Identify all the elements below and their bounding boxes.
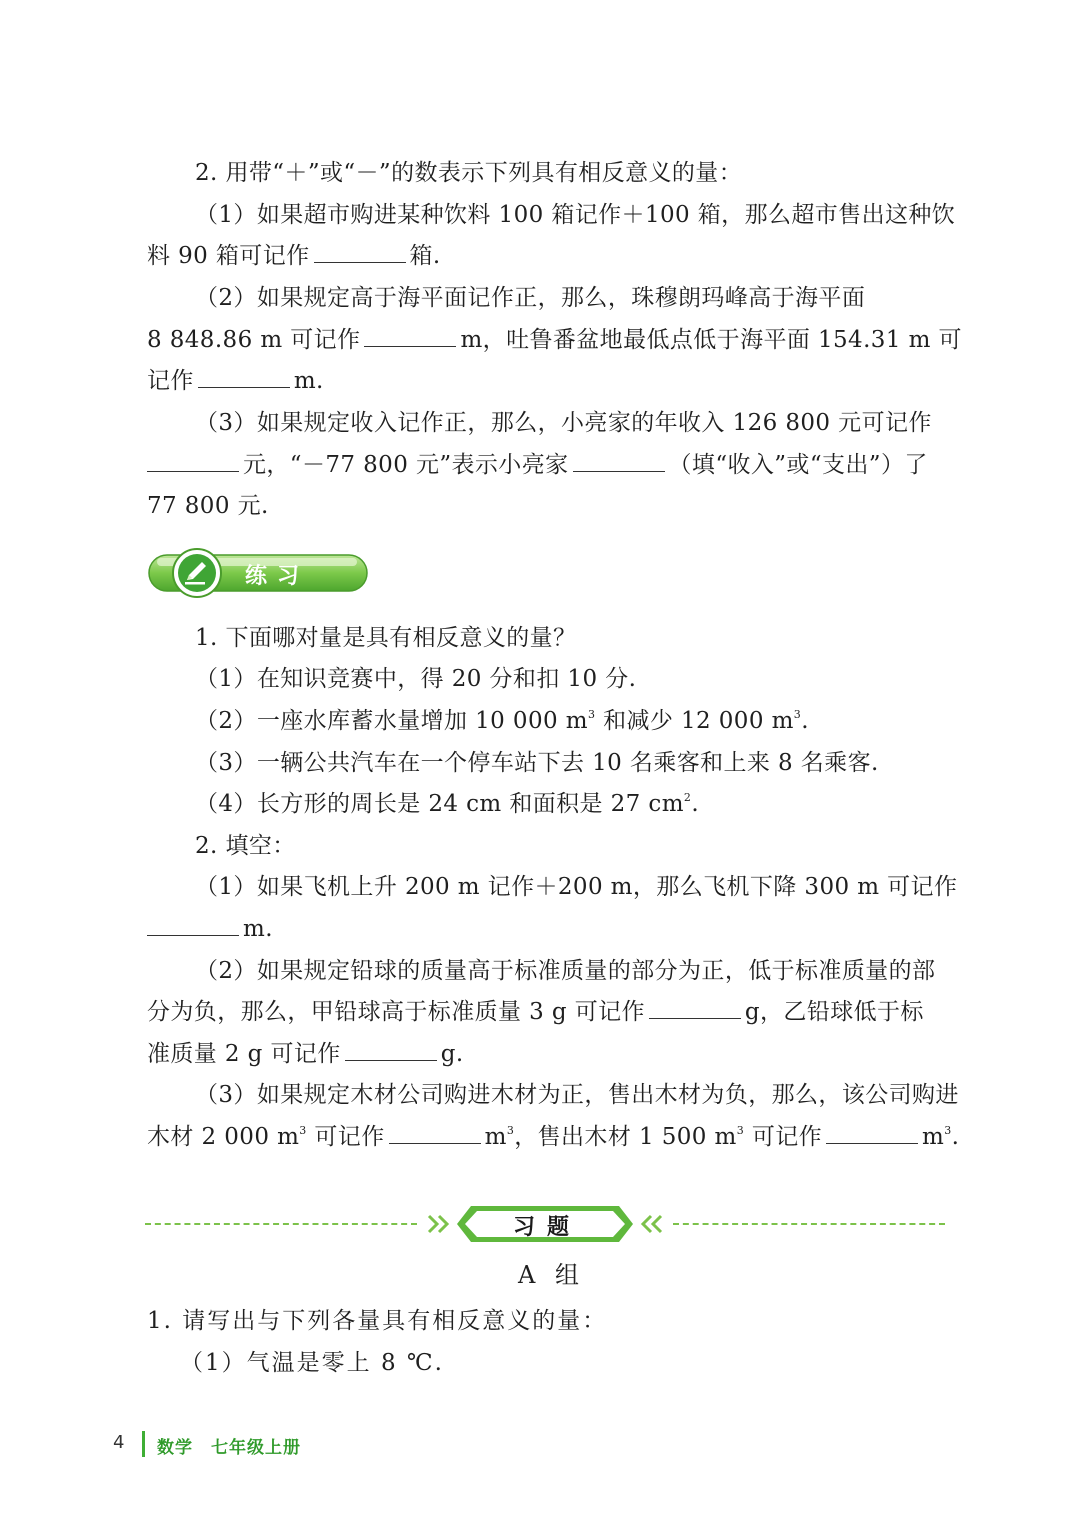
double-chevron-right-icon xyxy=(427,1212,453,1236)
page-number: 4 xyxy=(113,1432,125,1453)
answer-blank[interactable] xyxy=(826,1123,918,1144)
exercise-q1-heading: 1. 请写出与下列各量具有相反意义的量： xyxy=(147,1308,608,1334)
practice-q1-item4: （4）长方形的周长是 24 cm 和面积是 27 $cm^2$. xyxy=(195,791,700,817)
exercise-title: 习题 xyxy=(513,1215,582,1240)
practice-banner xyxy=(147,547,369,599)
practice-title: 练习 xyxy=(245,564,310,589)
practice-q2-item3-line2: 木材 2 000 $m^3$ 可记作 $m^3$，售出木材 1 500 $m^3$ 可记作 $m^3$. xyxy=(147,1124,960,1150)
practice-q2-item2-line2: 分为负，那么，甲铅球高于标准质量 3 g 可记作 g，乙铅球低于标 xyxy=(147,999,924,1025)
answer-blank[interactable] xyxy=(573,451,665,472)
exercise-banner xyxy=(145,1204,945,1244)
footer-divider xyxy=(142,1431,145,1457)
exercise-q1-item1: （1）气温是零上 8 ℃. xyxy=(180,1350,444,1376)
answer-blank[interactable] xyxy=(389,1123,481,1144)
group-heading: A 组 xyxy=(518,1261,585,1289)
practice-q2-item1-line2: m. xyxy=(147,914,273,944)
answer-blank[interactable] xyxy=(198,367,290,388)
answer-blank[interactable] xyxy=(147,451,239,472)
practice-q1-heading: 1. 下面哪对量是具有相反意义的量？ xyxy=(195,625,577,651)
answer-blank[interactable] xyxy=(649,998,741,1019)
practice-q2-item3-line1: （3）如果规定木材公司购进木材为正，售出木材为负，那么，该公司购进 xyxy=(195,1082,959,1108)
question-2-part2-line2: 8 848.86 m 可记作 m，吐鲁番盆地最低点低于海平面 154.31 m 可 xyxy=(147,327,962,353)
answer-blank[interactable] xyxy=(364,326,456,347)
question-2-part2-line1: （2）如果规定高于海平面记作正，那么，珠穆朗玛峰高于海平面 xyxy=(195,285,866,311)
question-2-part2-line3: 记作 m. xyxy=(147,368,324,394)
question-2-part1-line1: （1）如果超市购进某种饮料 100 箱记作＋100 箱，那么超市售出这种饮 xyxy=(195,202,956,228)
practice-q1-item1: （1）在知识竞赛中，得 20 分和扣 10 分. xyxy=(195,666,637,692)
double-chevron-left-icon xyxy=(637,1212,663,1236)
answer-blank[interactable] xyxy=(345,1040,437,1061)
practice-q2-item2-line3: 准质量 2 g 可记作 g. xyxy=(147,1041,464,1067)
question-2-part3-line2: 元，“－77 800 元”表示小亮家 （填“收入”或“支出”）了 xyxy=(147,450,928,480)
practice-q2-item1-line1: （1）如果飞机上升 200 m 记作＋200 m，那么飞机下降 300 m 可记作 xyxy=(195,874,958,900)
practice-q2-item2-line1: （2）如果规定铅球的质量高于标准质量的部分为正，低于标准质量的部 xyxy=(195,958,936,984)
practice-q1-item2: （2）一座水库蓄水量增加 10 000 $m^3$ 和减少 12 000 $m^3$. xyxy=(195,708,809,734)
question-2-part3-line1: （3）如果规定收入记作正，那么，小亮家的年收入 126 800 元可记作 xyxy=(195,410,932,436)
answer-blank[interactable] xyxy=(147,915,239,936)
answer-blank[interactable] xyxy=(314,242,406,263)
question-2-part1-line2: 料 90 箱可记作 箱. xyxy=(147,243,441,269)
practice-q1-item3: （3）一辆公共汽车在一个停车站下去 10 名乘客和上来 8 名乘客. xyxy=(195,750,879,776)
question-2-part3-line3: 77 800 元. xyxy=(147,493,269,519)
question-2-heading: 2. 用带“＋”或“－”的数表示下列具有相反意义的量： xyxy=(195,160,743,186)
dashed-divider-left xyxy=(145,1223,417,1225)
dashed-divider-right xyxy=(673,1223,945,1225)
practice-q2-heading: 2. 填空： xyxy=(195,833,296,859)
book-title: 数学 七年级上册 xyxy=(157,1438,301,1458)
